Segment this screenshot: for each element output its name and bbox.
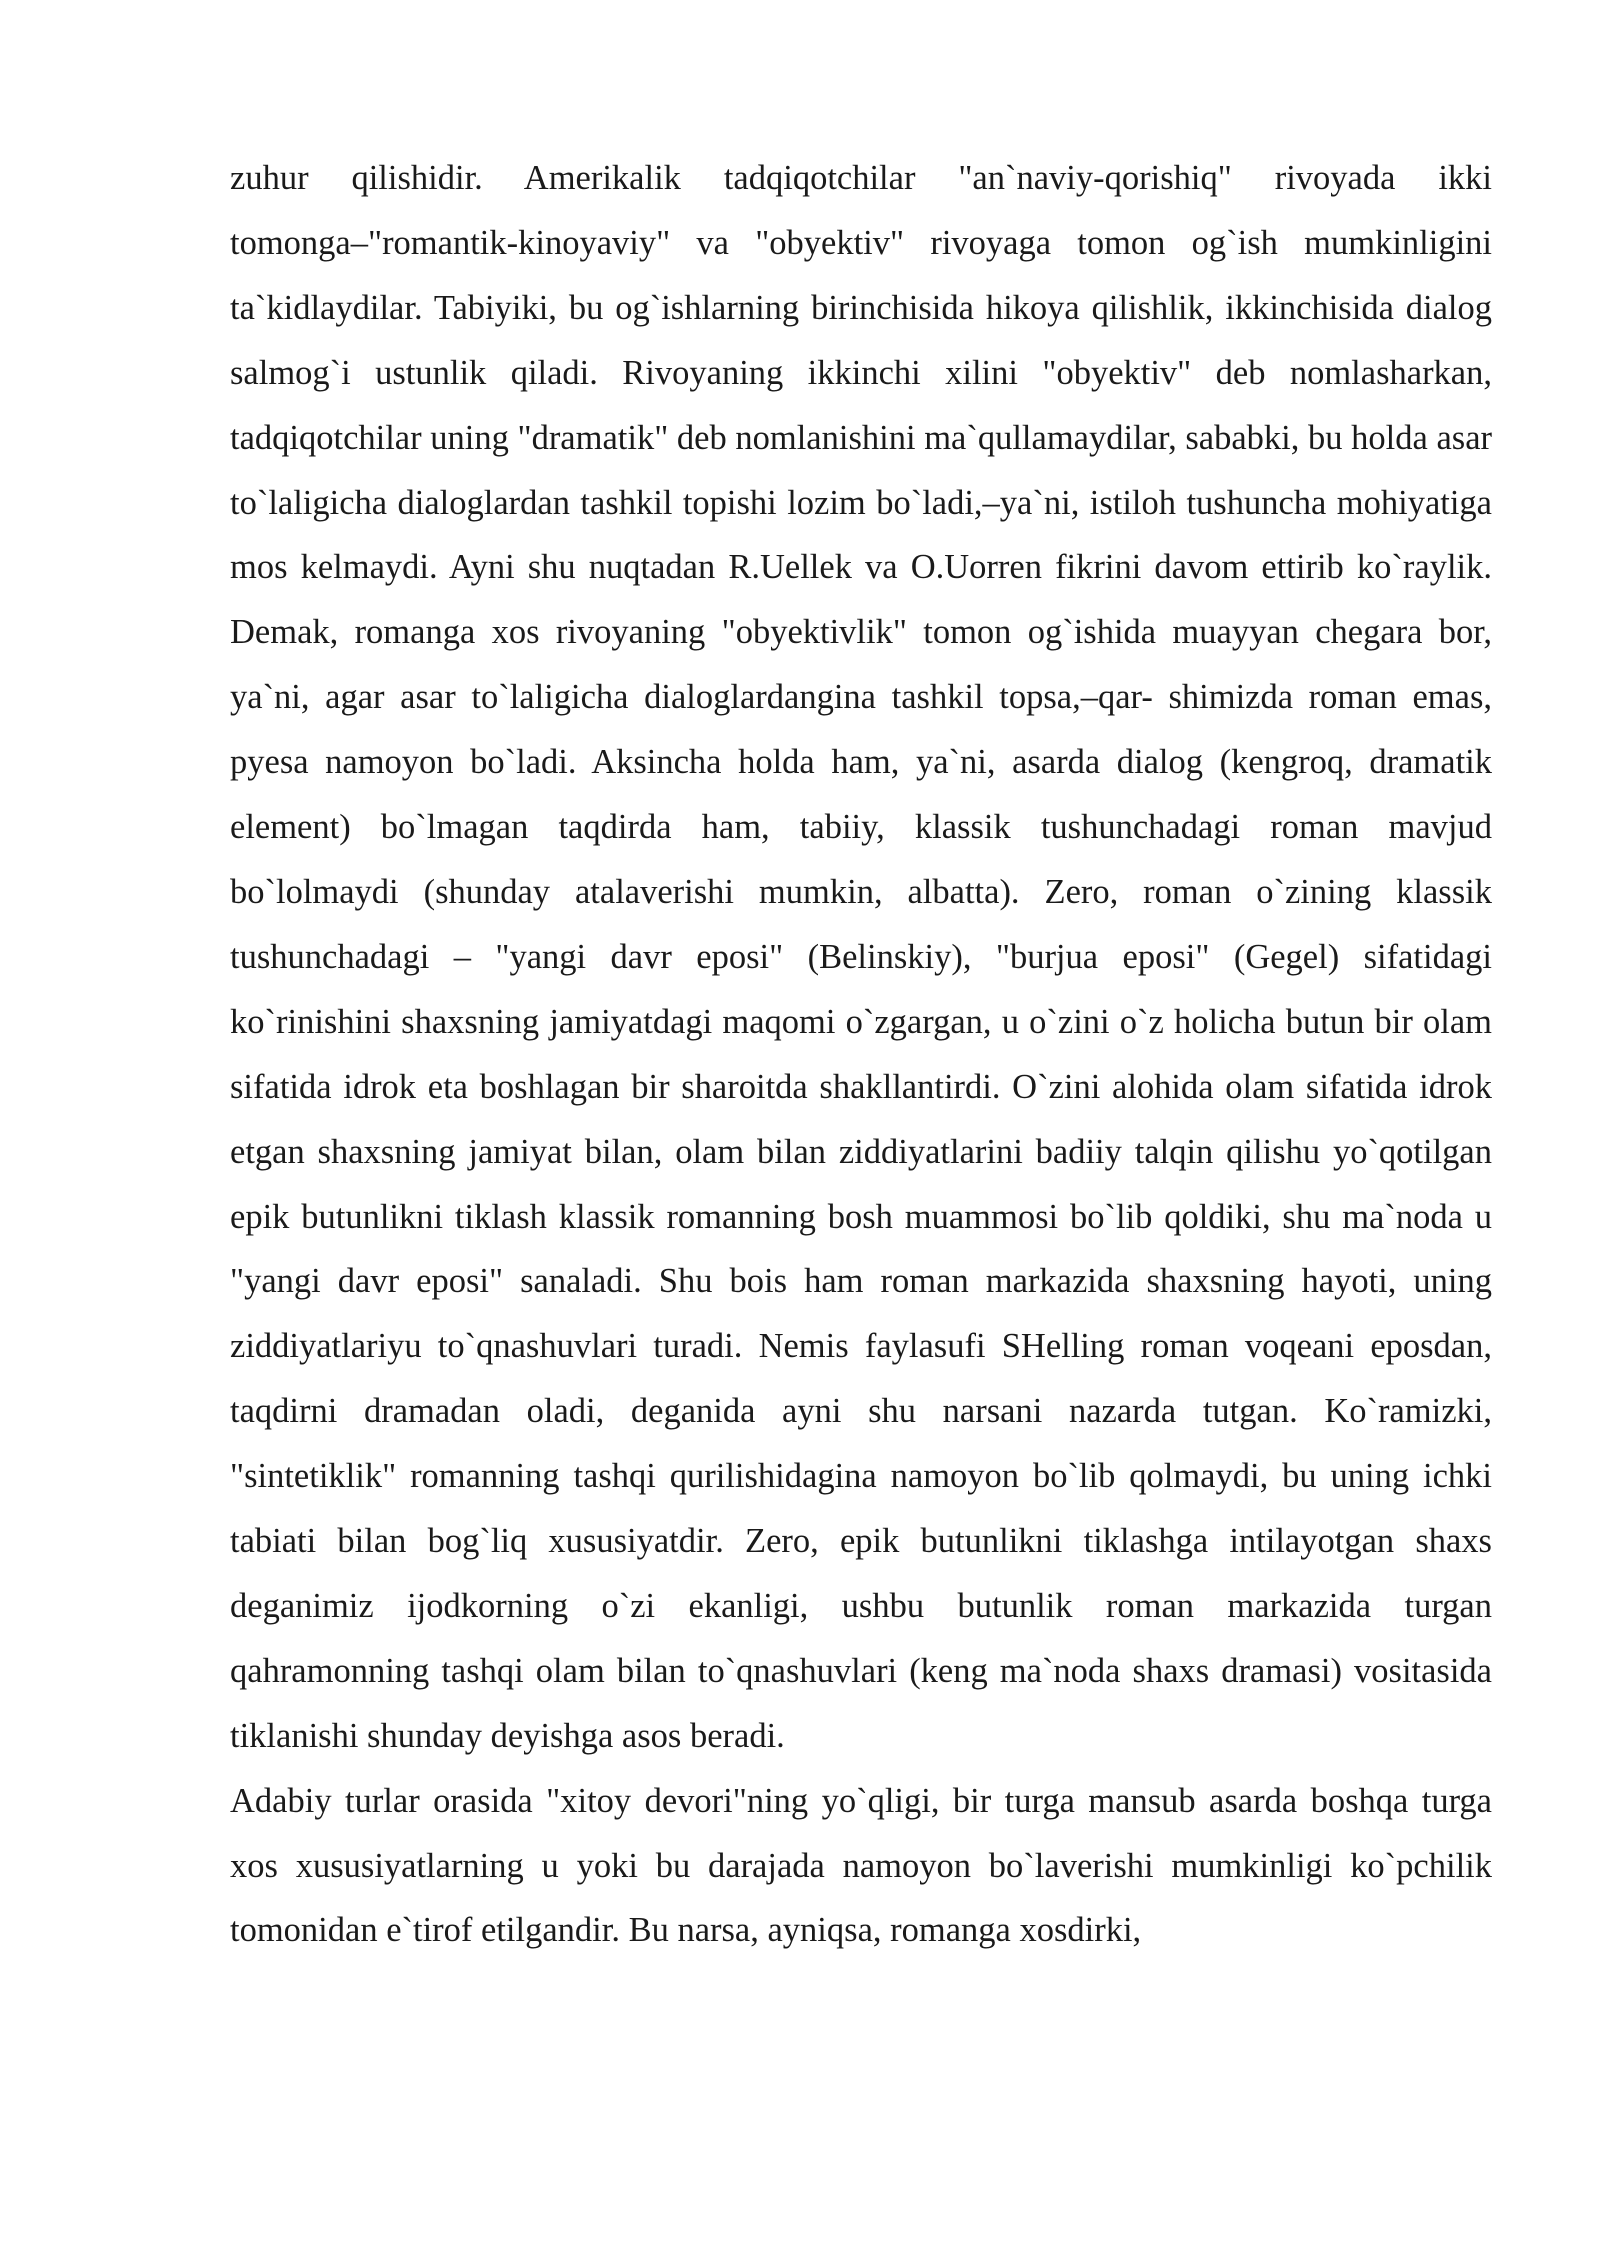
- paragraph: Adabiy turlar orasida "xitoy devori"ning yo`qligi, bir turga mansub asarda boshqa turga xos xususiyatlarning u yoki bu darajada namoyon bo`laverishi mumkinligi ko`pchilik tomonidan e`tirof etilgandir. Bu narsa, ayniqsa, romanga xosdirki,: [230, 1781, 1492, 1950]
- body-text: [230, 146, 1492, 1963]
- paragraph: zuhur qilishidir. Amerikalik tadqiqotchilar "an`naviy-qorishiq" rivoyada ikki tomonga–"romantik-kinoyaviy" va "obyektiv" rivoyaga tomon og`ish mumkinligini ta`kidlaydilar. Tabiyiki, bu og`ishlarning birinchisida hikoya qilishlik, ikkinchisida dialog salmog`i ustunlik qiladi. Rivoyaning ikkinchi xilini "obyektiv" deb nomlasharkan, tadqiqotchilar uning "dramatik" deb nomlanishini ma`qullamaydilar, sababki, bu holda asar to`laligicha dialoglardan tashkil topishi lozim bo`ladi,–ya`ni, istiloh tushuncha mohiyatiga mos kelmaydi. Ayni shu nuqtadan R.Uellek va O.Uorren fikrini davom ettirib ko`raylik. Demak, romanga xos rivoyaning "obyektivlik" tomon og`ishida muayyan chegara bor, ya`ni, agar asar to`laligicha dialoglardangina tashkil topsa,–qar- shimizda roman emas, pyesa namoyon bo`ladi. Aksincha holda ham, ya`ni, asarda dialog (kengroq, dramatik element) bo`lmagan taqdirda ham, tabiiy, klassik tushunchadagi roman mavjud bo`lolmaydi (shunday atalaverishi mumkin, albatta). Zero, roman o`zining klassik tushunchadagi – "yangi davr eposi" (Belinskiy), "burjua eposi" (Gegel) sifatidagi ko`rinishini shaxsning jamiyatdagi maqomi o`zgargan, u o`zini o`z holicha butun bir olam sifatida idrok eta boshlagan bir sharoitda shakllantirdi. O`zini alohida olam sifatida idrok etgan shaxsning jamiyat bilan, olam bilan ziddiyatlarini badiiy talqin qilishu yo`qotilgan epik butunlikni tiklash klassik romanning bosh muammosi bo`lib qoldiki, shu ma`noda u "yangi davr eposi" sanaladi. Shu bois ham roman markazida shaxsning hayoti, uning ziddiyatlariyu to`qnashuvlari turadi. Nemis faylasufi SHelling roman voqeani eposdan, taqdirni dramadan oladi, deganida ayni shu narsani nazarda tutgan. Ko`ramizki, "sintetiklik" romanning tashqi qurilishidagina namoyon bo`lib qolmaydi, bu uning ichki tabiati bilan bog`liq xususiyatdir. Zero, epik butunlikni tiklashga intilayotgan shaxs deganimiz ijodkorning o`zi ekanligi, ushbu butunlik roman markazida turgan qahramonning tashqi olam bilan to`qnashuvlari (keng ma`noda shaxs dramasi) vositasida tiklanishi shunday deyishga asos beradi.: [230, 159, 1492, 1755]
